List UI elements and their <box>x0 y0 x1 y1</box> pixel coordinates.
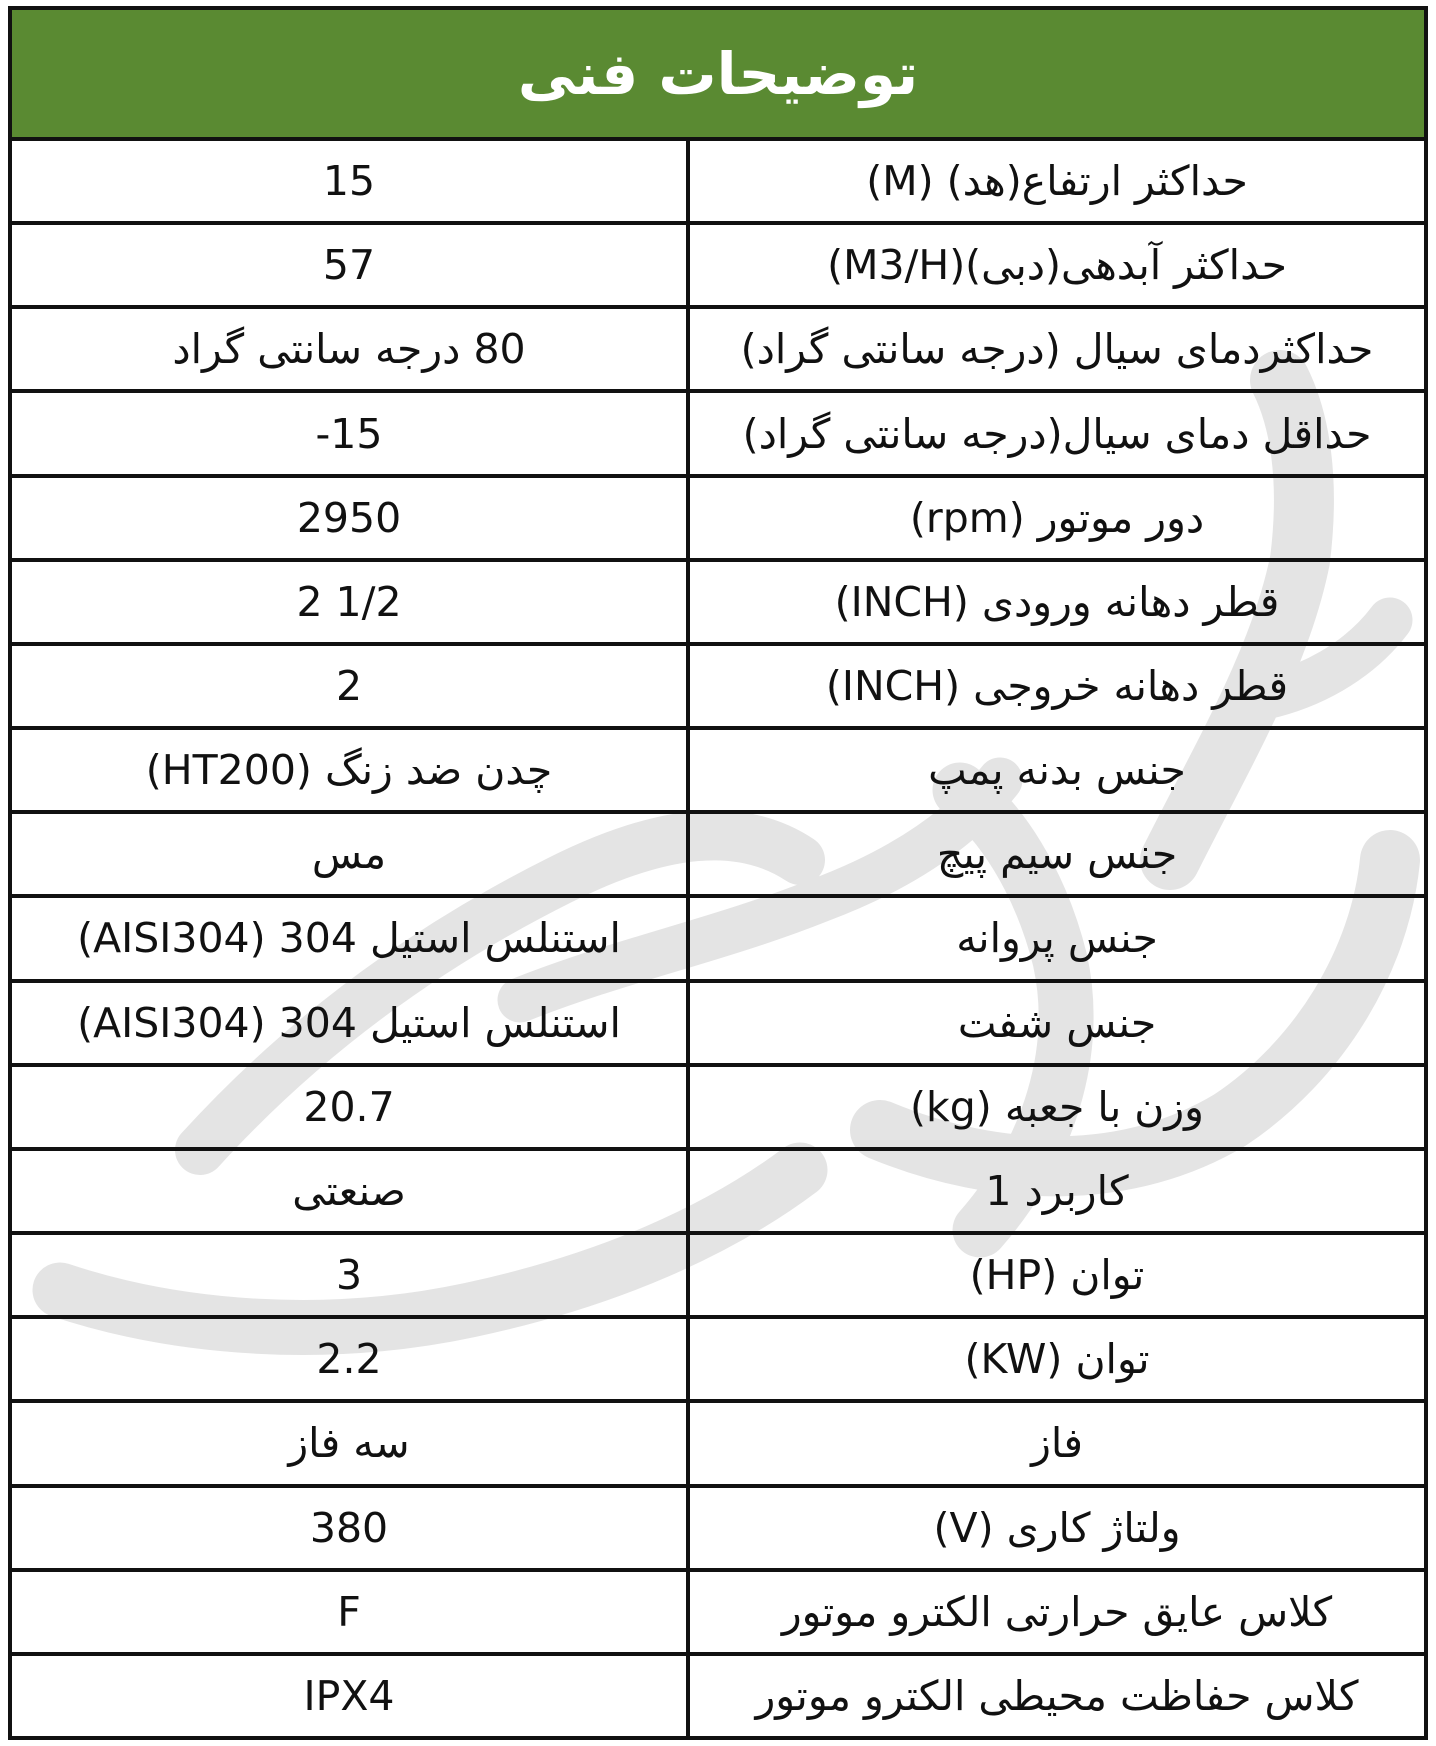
table-row <box>12 562 1424 646</box>
spec-label: کلاس حفاظت محیطی الکترو موتور <box>686 1656 1424 1736</box>
spec-label: توان (KW) <box>686 1319 1424 1399</box>
spec-label: فاز <box>686 1403 1424 1483</box>
spec-label: کلاس عایق حرارتی الکترو موتور <box>686 1572 1424 1652</box>
spec-value: سه فاز <box>288 1419 410 1468</box>
table-row <box>12 478 1424 562</box>
spec-value: F <box>337 1587 361 1636</box>
table-row <box>12 1235 1424 1319</box>
table-row <box>12 814 1424 898</box>
spec-value: استنلس استیل 304 (AISI304) <box>77 998 621 1047</box>
spec-value: مس <box>311 830 387 879</box>
spec-label: جنس بدنه پمپ <box>686 730 1424 810</box>
table-row <box>12 225 1424 309</box>
spec-label: دور موتور (rpm) <box>686 478 1424 558</box>
spec-value: IPX4 <box>303 1671 395 1720</box>
spec-value: 2.2 <box>316 1335 382 1384</box>
table-body <box>12 141 1424 1736</box>
spec-value: 380 <box>309 1503 389 1552</box>
table-row <box>12 1656 1424 1736</box>
table-title: توضیحات فنی <box>517 39 919 108</box>
table-row <box>12 646 1424 730</box>
spec-label: قطر دهانه ورودی (INCH) <box>686 562 1424 642</box>
spec-label: کاربرد 1 <box>686 1151 1424 1231</box>
spec-value: صنعتی <box>292 1166 406 1215</box>
spec-label: جنس پروانه <box>686 898 1424 978</box>
spec-value: 57 <box>322 241 376 290</box>
table-row <box>12 983 1424 1067</box>
spec-label: ولتاژ کاری (V) <box>686 1488 1424 1568</box>
table-row <box>12 1067 1424 1151</box>
table-row <box>12 1403 1424 1487</box>
spec-value: 2950 <box>296 493 402 542</box>
spec-label: حداکثر آبدهی(دبی)(M3/H) <box>686 225 1424 305</box>
spec-label: جنس سیم پیچ <box>686 814 1424 894</box>
spec-value: 20.7 <box>303 1082 395 1131</box>
table-row <box>12 1488 1424 1572</box>
spec-label: جنس شفت <box>686 983 1424 1063</box>
spec-label: حداکثردمای سیال (درجه سانتی گراد) <box>686 309 1424 389</box>
spec-label: وزن با جعبه (kg) <box>686 1067 1424 1147</box>
table-row <box>12 309 1424 393</box>
table-row <box>12 141 1424 225</box>
table-header <box>12 10 1424 141</box>
spec-value: -15 <box>315 409 383 458</box>
spec-table <box>8 6 1428 1740</box>
spec-label: توان (HP) <box>686 1235 1424 1315</box>
spec-value: 15 <box>322 157 376 206</box>
table-row <box>12 1572 1424 1656</box>
spec-value: 3 <box>335 1251 363 1300</box>
spec-label: حداکثر ارتفاع(هد) (M) <box>686 141 1424 221</box>
spec-value: 80 درجه سانتی گراد <box>172 325 526 374</box>
spec-value: 2 <box>335 662 363 711</box>
spec-label: حداقل دمای سیال(درجه سانتی گراد) <box>686 393 1424 473</box>
table-row <box>12 1151 1424 1235</box>
table-row <box>12 898 1424 982</box>
spec-value: چدن ضد زنگ (HT200) <box>145 746 553 795</box>
spec-value: استنلس استیل 304 (AISI304) <box>77 914 621 963</box>
table-row <box>12 393 1424 477</box>
spec-value: 2 1/2 <box>296 577 402 626</box>
table-row <box>12 1319 1424 1403</box>
spec-label: قطر دهانه خروجی (INCH) <box>686 646 1424 726</box>
table-row <box>12 730 1424 814</box>
